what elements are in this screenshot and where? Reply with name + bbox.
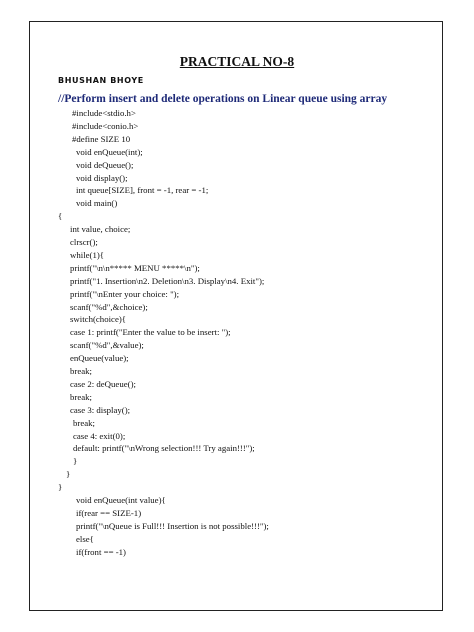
code-line: printf("\nEnter your choice: "); [70, 288, 180, 299]
code-line: scanf("%d",&value); [70, 340, 144, 351]
code-line: #include<conio.h> [72, 120, 139, 131]
code-line: void display(); [76, 172, 128, 183]
practical-title: PRACTICAL NO-8 [179, 54, 295, 69]
code-line: void main() [76, 198, 118, 209]
code-line: int queue[SIZE], front = -1, rear = -1; [76, 185, 209, 196]
code-line: { [58, 211, 63, 222]
code-line: #define SIZE 10 [72, 133, 131, 144]
author-name: BHUSHAN BHOYE [58, 76, 144, 85]
code-line: else{ [76, 533, 94, 544]
code-line: case 3: display(); [70, 404, 131, 415]
code-line: int value, choice; [70, 224, 131, 235]
code-line: printf("\n\n***** MENU *****\n"); [70, 262, 200, 273]
code-line: void enQueue(int value){ [76, 495, 166, 505]
code-line: printf("1. Insertion\n2. Deletion\n3. Display\n4. Exit"); [70, 275, 265, 286]
code-line: case 1: printf("Enter the value to be insert: "); [70, 327, 231, 338]
code-line: clrscr(); [70, 237, 98, 247]
code-line: printf("\nQueue is Full!!! Insertion is not possible!!!"); [76, 520, 269, 531]
code-line: while(1){ [70, 249, 105, 260]
code-line: scanf("%d",&choice); [70, 301, 148, 312]
code-line: switch(choice){ [70, 314, 127, 325]
code-line: } [66, 469, 71, 480]
code-line: default: printf("\nWrong selection!!! Try again!!!"); [73, 443, 255, 454]
code-line: break; [70, 366, 92, 376]
code-line: void deQueue(); [76, 159, 134, 170]
code-line: if(rear == SIZE-1) [76, 507, 142, 518]
code-line: case 4: exit(0); [73, 430, 126, 441]
code-line: } [58, 482, 63, 493]
code-line: void enQueue(int); [76, 146, 143, 157]
code-line: break; [73, 417, 95, 428]
code-line: enQueue(value); [70, 353, 129, 364]
code-line: case 2: deQueue(); [70, 378, 136, 389]
code-line: if(front == -1) [76, 546, 126, 557]
code-line: break; [70, 391, 92, 402]
code-line: } [73, 456, 78, 467]
program-description: //Perform insert and delete operations on Linear queue using array [58, 93, 388, 105]
code-line: #include<stdio.h> [72, 108, 136, 118]
